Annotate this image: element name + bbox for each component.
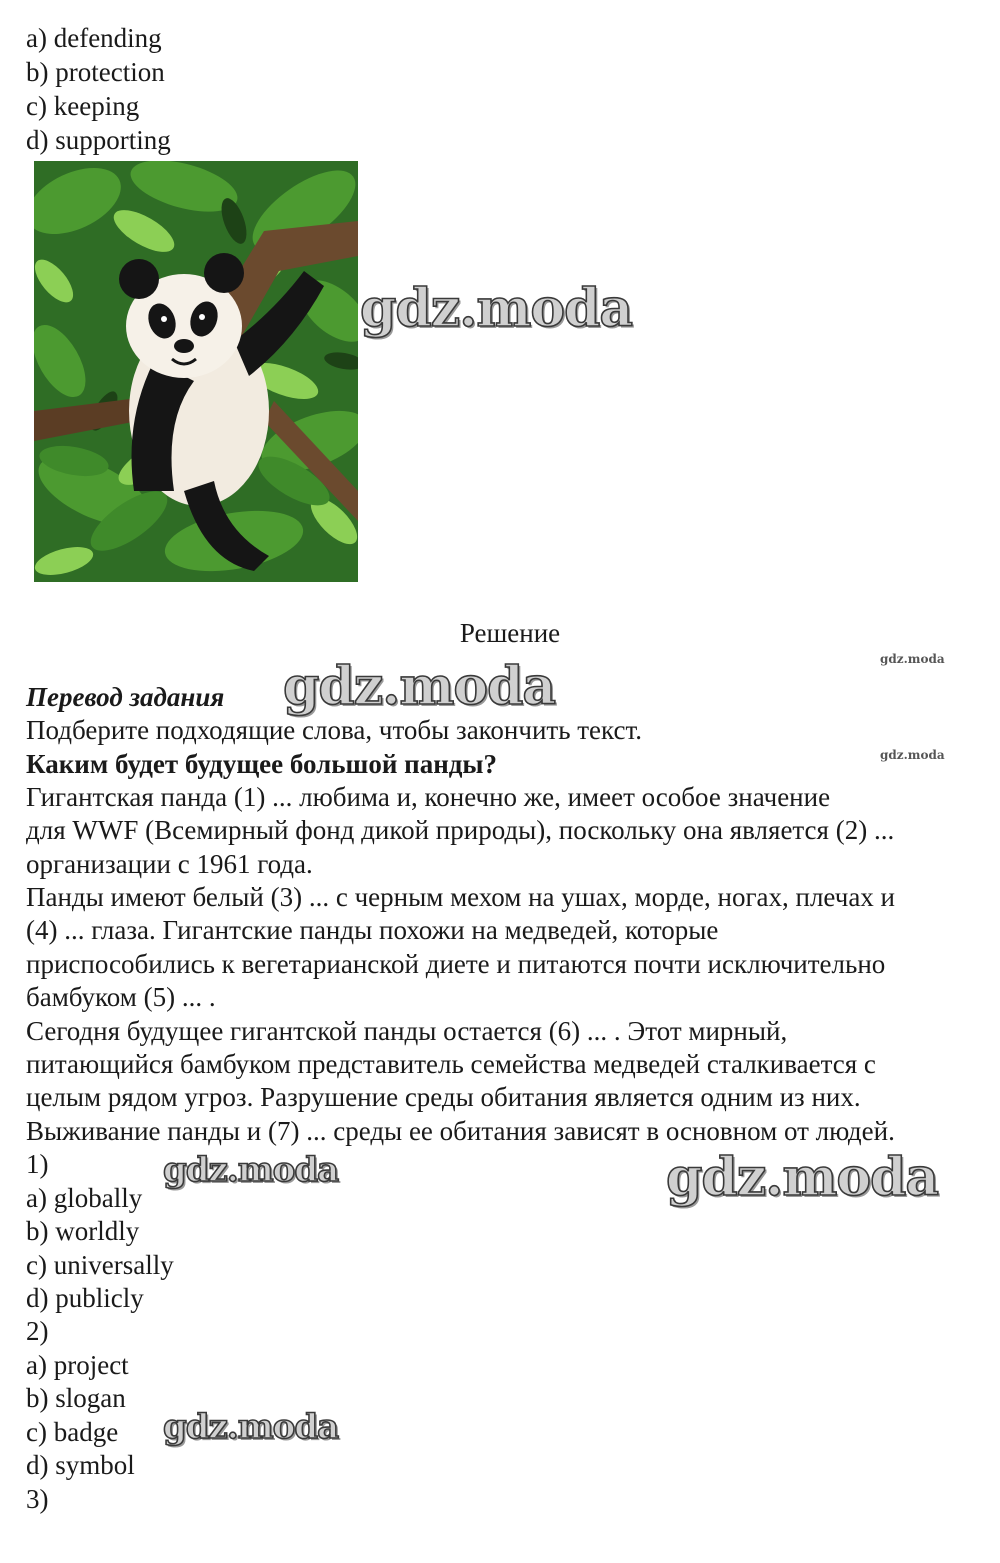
text-line: Выживание панды и (7) ... среды ее обитания зависят в основном от людей.: [26, 1116, 895, 1146]
question-number: 3): [26, 1484, 49, 1514]
text-title: Каким будет будущее большой панды?: [26, 749, 498, 779]
task-instruction: Подберите подходящие слова, чтобы закончить текст.: [26, 715, 642, 745]
watermark: gdz.moda: [360, 278, 633, 339]
text-line: бамбуком (5) ... .: [26, 982, 216, 1012]
question-number: 1): [26, 1149, 49, 1179]
option-b-top: b) protection: [26, 57, 165, 87]
answer-option: d) publicly: [26, 1283, 144, 1313]
answer-option: a) globally: [26, 1183, 143, 1213]
watermark: gdz.moda: [880, 748, 945, 762]
text-line: для WWF (Всемирный фонд дикой природы), поскольку она является (2) ...: [26, 815, 895, 845]
text-line: питающийся бамбуком представитель семейства медведей сталкивается с: [26, 1049, 876, 1079]
text-line: Панды имеют белый (3) ... с черным мехом на ушах, морде, ногах, плечах и: [26, 882, 895, 912]
answer-option: c) badge: [26, 1417, 119, 1447]
answer-option: b) worldly: [26, 1216, 140, 1246]
translation-heading: Перевод задания: [26, 682, 225, 712]
answer-option: b) slogan: [26, 1383, 126, 1413]
watermark: gdz.moda: [163, 1407, 339, 1447]
answer-option: d) symbol: [26, 1450, 135, 1480]
text-line: (4) ... глаза. Гигантские панды похожи на медведей, которые: [26, 915, 719, 945]
watermark: gdz.moda: [283, 656, 556, 717]
answer-option: c) universally: [26, 1250, 174, 1280]
answer-option: a) project: [26, 1350, 129, 1380]
text-line: Сегодня будущее гигантской панды остается (6) ... . Этот мирный,: [26, 1016, 788, 1046]
watermark: gdz.moda: [880, 652, 945, 666]
text-line: организации с 1961 года.: [26, 849, 313, 879]
option-d-top: d) supporting: [26, 125, 171, 155]
watermark: gdz.moda: [163, 1150, 339, 1190]
watermark: gdz.moda: [666, 1147, 939, 1208]
option-a-top: a) defending: [26, 23, 162, 53]
panda-photo: [34, 161, 358, 582]
text-line: Гигантская панда (1) ... любима и, конечно же, имеет особое значение: [26, 782, 831, 812]
option-c-top: c) keeping: [26, 91, 140, 121]
text-line: целым рядом угроз. Разрушение среды обитания является одним из них.: [26, 1082, 861, 1112]
question-number: 2): [26, 1316, 49, 1346]
text-line: приспособились к вегетарианской диете и питаются почти исключительно: [26, 949, 886, 979]
solution-heading: Решение: [459, 618, 561, 648]
